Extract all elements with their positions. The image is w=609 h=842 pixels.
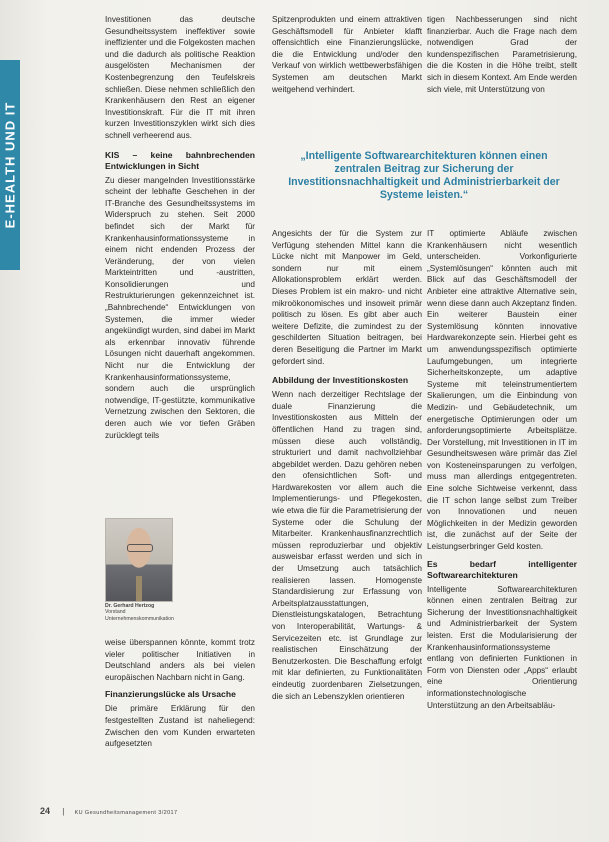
section-tab (0, 60, 20, 270)
page-number: 24 (40, 806, 51, 816)
pull-quote: „Intelligente Softwarearchitekturen können einen zentralen Beitrag zur Sicherung der Investitionsnachhaltigkeit und Administrierbarkeit der Systeme leisten.“ (288, 150, 560, 201)
col3-paragraph-1: tigen Nachbesserungen sind nicht finanzierbar. Auch die Frage nach dem notwendigen Grad der kundenspezifischen Parametrisierung, die die Kosten in die Höhe treibt, stellt sich in diesem Kontext. Am Ende werden sich viele, mit Unterstützung von (427, 15, 577, 94)
column-3-body (427, 228, 577, 711)
col1-paragraph-2: Zu dieser mangelnden Investitionsstärke scheint der lebhafte Geschehen in der IT-Branche des Gesundheitssystems im Widerspruch zu stehen. Seit 2000 befindet sich der Markt für Krankenhausinformationssysteme in einem nicht endenden Prozess der Veränderung, der von vielen Markteintritten und -austritten, Konsolidierungen und Restrukturierungen gekennzeichnet ist. „Bahnbrechende“ Entwicklungen von Systemen, die immer wieder angekündigt wurden, sind dabei im Markt als erkennbar innovativ führende Lösungen nicht dauerhaft angekommen. Nicht nur die Entwicklung der Krankenhausinformationssysteme, sondern auch die ursprünglich notwendige, IT-gestützte, kommunikative Vernetzung zwischen den Sektoren, die deren auch wie vor tiefen Gräben zurücklegt teils (105, 175, 255, 440)
page-footer (40, 806, 177, 816)
col2-paragraph-3: Wenn nach derzeitiger Rechtslage der duale Finanzierung die Investitionskosten aus Mitteln der öffentlichen Hand zu tragen sind, müssen diese auch vollständig, strukturiert und damit nachvollziehbar abgebildet werden. Dazu gehören neben den ofensichtlichen Soft- und Hardwarekosten vor allem auch die Implementierungs- und Pflegekosten, wie etwa die für die Parametrisierung der Systeme oder die Schulung der Mitarbeiter. Krankenhausfinanzrechtlich müssen reproduzierbar und objektiv ausweisbar erfasst werden und sich in der Umsetzung auch tatsächlich realisieren lassen. Homogenste Standardisierung zur Erfassung von Arbeitsplatzausstattungen, Dienstleistungskatalogen, Betrachtung von Interoperabilität, Wartungs- & Servicezeiten etc. ist Grundlage zur realistischen Einschätzung der Benutzerkosten. Die Beschaffung erfolgt mit klar definierten, zu Funktionalitäten eindeutig zuordenbaren Zielsetzungen, die sich an Lebenszyklen orientieren (272, 390, 422, 701)
col2-paragraph-2: Angesichts der für die System zur Verfügung stehenden Mittel kann die Lücke nicht mit Manpower im Geld, sondern nur mit einem Allokationsproblem erklärt werden. Dieses Problem ist ein makro- und nicht mikroökonomisches und insoweit primär politisch zu lösen. Es gibt aber auch weitere Defizite, die zumindest zu der geschilderten Situation beitragen, bei deren Beseitigung die Partner im Markt gefordert sind. (272, 229, 422, 366)
sidebar (0, 0, 22, 842)
col1-subheading-2: Finanzierungslücke als Ursache (105, 689, 236, 700)
column-2-top (272, 14, 422, 95)
col1-paragraph-3: weise überspannen könnte, kommt trotz vieler politischer Initiativen in Deutschland anders als bei vielen europäischen Nachbarn nicht in Gang. (105, 638, 255, 682)
col1-paragraph-4: Die primäre Erklärung für den festgestellten Zustand ist naheliegend: Zwischen den vom Kunden erwarteten aufgesetzten (105, 704, 255, 749)
column-1-top (105, 14, 255, 441)
col3-subheading-1: Es bedarf intelligenter Softwarearchitekturen (427, 558, 577, 580)
column-2-body (272, 228, 422, 702)
col2-paragraph-1: Spitzenprodukten und einem attraktiven Geschäftsmodell für Anbieter klafft offensichtlich eine Finanzierungslücke, die die Entwicklung und/oder den Verkauf von wirklich wettbewerbsfähigen Systemen am deutschen Markt weitgehend verhindert. (272, 15, 422, 94)
caption-name: Dr. Gerhard Hertzog (105, 603, 155, 609)
caption-org: Unternehmenskommunikation (105, 615, 174, 622)
col3-paragraph-2: IT optimierte Abläufe zwischen Krankenhäusern nicht wesentlich unterscheiden. Vorkonfigurierte „Systemlösungen“ könnten auch mit Blick auf das Geschäftsmodell der Anbieter eine attraktive Alternative sein, wenn diese dann auch Akzeptanz finden. Ein weiterer Baustein einer Systemlösung könnten innovative Hardwarekonzepte sein. Hierbei geht es um anwendungsspezifisch optimierte Laufumgebungen, um integrierte Sicherheitskonzepte, um adaptive Systeme mit teleinstrumentiertem Skalierungen, um die Einbindung von Medizin- und Gebäudetechnik, um energetische Optimierungen oder um anforderungsoptimierte Arbeitsplätze. Der Vorstellung, mit Investitionen in IT im Gesundheitswesen wäre primär das Ziel von Kosteneinsparungen zu verfolgen, muss man allerdings entgegentreten. Eine solche Sichtweise verkennt, dass die IT schon lange selbst zum Treiber von Innovationen und neuen Möglichkeiten in der Medizin geworden ist, die zunächst auf der Seite der Leistungserbringer Geld kosten. (427, 229, 577, 552)
col1-paragraph-1: Investitionen das deutsche Gesundheitssystem ineffektiver sowie ineffizienter und die Folgekosten machen und die dadurch als politische Reaktion ausgelösten Mechanismen der Kostenbegrenzung den Teufelskreis schließen. Diese nehmen schließlich den Krankenhäusern den Rest an eigener Investitionskraft. Für die IT mit ihren kurzen Investitionszyklen wirkt sich dies schnell verheerend aus. (105, 15, 255, 140)
col3-paragraph-3: Intelligente Softwarearchitekturen können einen zentralen Beitrag zur Sicherung der Investitionsnachhaltigkeit und Administrierbarkeit der System leisten. Erst die Modularisierung der Krankenhausinformationssysteme entlang von definierten Funktionen in Form von Diensten oder „Apps“ erlaubt eine Orientierung informationstechnologische Unterstützung an den Arbeitsabläu- (427, 584, 577, 710)
publication-name: KU Gesundheitsmanagement 3/2017 (74, 810, 178, 816)
column-1-bottom (105, 637, 255, 750)
tie-shape (136, 576, 142, 601)
photo-caption (105, 603, 215, 622)
caption-role: Vorstand (105, 609, 126, 616)
glasses-shape (127, 544, 153, 552)
section-tab-label: E-HEALTH UND IT (2, 101, 18, 229)
author-photo (105, 518, 173, 602)
col2-subheading-1: Abbildung der Investitionskosten (272, 375, 409, 386)
col1-subheading-1: KIS – keine bahnbrechenden Entwicklungen in Sicht (105, 149, 255, 171)
column-3-top (427, 14, 577, 95)
footer-separator: | (62, 807, 65, 816)
